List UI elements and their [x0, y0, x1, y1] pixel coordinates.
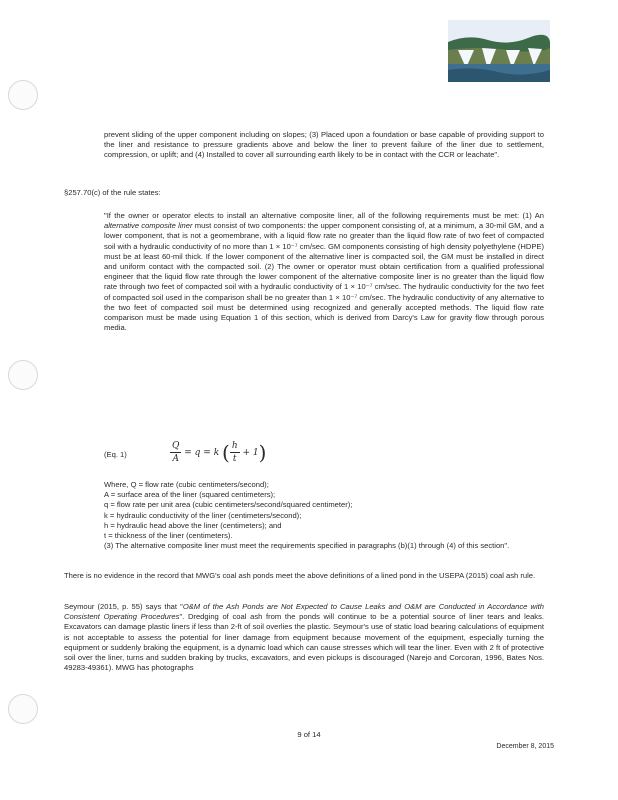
definition-line: k = hydraulic conductivity of the liner (centimeters/second); — [104, 510, 302, 520]
paragraph-seymour — [64, 602, 544, 673]
emphasis: alternative composite liner — [104, 221, 193, 231]
definition-line: h = hydraulic head above the liner (centimeters); and — [104, 520, 282, 530]
equation-definitions — [104, 480, 544, 541]
quote-text: "If the owner or operator elects to install an alternative composite liner, all of the following requirements must be met: (1) An alternative composite liner must consist of two components: the upper component consisting of, at a minimum, a 30-mil GM, and a lower component, that is not a geomembrane, with a liquid flow rate no greater than the liquid flow rate of two feet of compacted soil with a hydraulic conductivity of no more than 1 × 10⁻⁷ cm/sec. GM components consisting of high density polyethylene (HDPE) must be at least 60-mil thick. If the lower component of the alternative liner is compacted soil, the GM must be installed in direct and uniform contact with the compacted soil. (2) The owner or operator must obtain certification from a qualified professional engineer that the liquid flow rate through the lower component of the alternative composite liner is no greater than the liquid flow rate through two feet of compacted soil with a hydraulic conductivity of 1 × 10⁻⁷ cm/sec. The hydraulic conductivity for the two feet of compacted soil used in the comparison shall be no greater than 1 × 10⁻⁷ cm/sec. The hydraulic conductivity of any alternative to the two feet of compacted soil must be determined using recognized and generally accepted methods. The liquid flow rate comparison must be made using Equation 1 of this section, which is derived from Darcy's Law for gravity flow through porous media. — [104, 211, 544, 333]
equation-1 — [104, 440, 424, 478]
definition-line: q = flow rate per unit area (cubic centimeters/second/squared centimeter); — [104, 500, 353, 510]
paragraph-evidence — [64, 571, 544, 581]
quote-end-text: (3) The alternative composite liner must meet the requirements specified in paragraphs (b)(1) through (4) of this section". — [104, 541, 510, 550]
definition-line: Where, Q = flow rate (cubic centimeters/second); — [104, 480, 269, 489]
paragraph-text: prevent sliding of the upper component including on slopes; (3) Placed upon a foundation or base capable of providing support to the liner and resistance to pressure gradients above and below the liner to prevent failure of the liner due to settlement, compression, or uplift; and (4) Installed to cover all surrounding earth likely to be in contact with the CCR or leachate". — [104, 130, 544, 160]
emphasis: O&M of the Ash Ponds are Not Expected to Cause Leaks and O&M are Conducted in Accordance with Consistent Operating Procedures — [64, 602, 544, 622]
rule-citation — [64, 188, 544, 198]
evidence-text: There is no evidence in the record that MWG's coal ash ponds meet the above definitions of a lined pond in the USEPA (2015) coal ash rule. — [64, 571, 536, 580]
quote-end — [104, 541, 544, 551]
punch-hole — [8, 694, 38, 724]
definition-line: t = thickness of the liner (centimeters). — [104, 531, 233, 541]
definition-line: A = surface area of the liner (squared centimeters); — [104, 490, 276, 500]
equation-formula: $\frac{Q}{A}$ = q = k ( $\frac{h}{t}$ + 1) — [172, 440, 267, 465]
equation-label: (Eq. 1) — [104, 450, 127, 459]
seymour-text: Seymour (2015, p. 55) says that "O&M of the Ash Ponds are Not Expected to Cause Leaks and O&M are Conducted in Accordance with Consistent Operating Procedures". Dredging of coal ash from the ponds will continue to be a potential source of liner tears and leaks. Excavators can damage plastic liners if less than 2-ft of soil overlies the plastic. Seymour's use of static load bearing calculations of equipment is not acceptable to assess the potential for liner damage from equipment because movement of the equipment, especially turning the equipment or suddenly braking the equipment, is a dynamic load which can cause stresses which will tear the liner. Even with 2 ft of protective soil over the liner, turns and sudden braking by trucks, excavators, and even pickups is discouraged (Narejo and Corcoran, 1996, Bates Nos. 49283-49361). MWG has photographs — [64, 602, 545, 673]
footer-date: December 8, 2015 — [496, 743, 554, 750]
punch-hole — [8, 360, 38, 390]
punch-hole — [8, 80, 38, 110]
paragraph-liner-continued — [104, 130, 544, 161]
citation-text: §257.70(c) of the rule states: — [64, 188, 161, 197]
waterfall-photo-logo-icon — [448, 20, 550, 82]
page-number: 9 of 14 — [297, 730, 321, 739]
rule-quote — [104, 211, 544, 333]
